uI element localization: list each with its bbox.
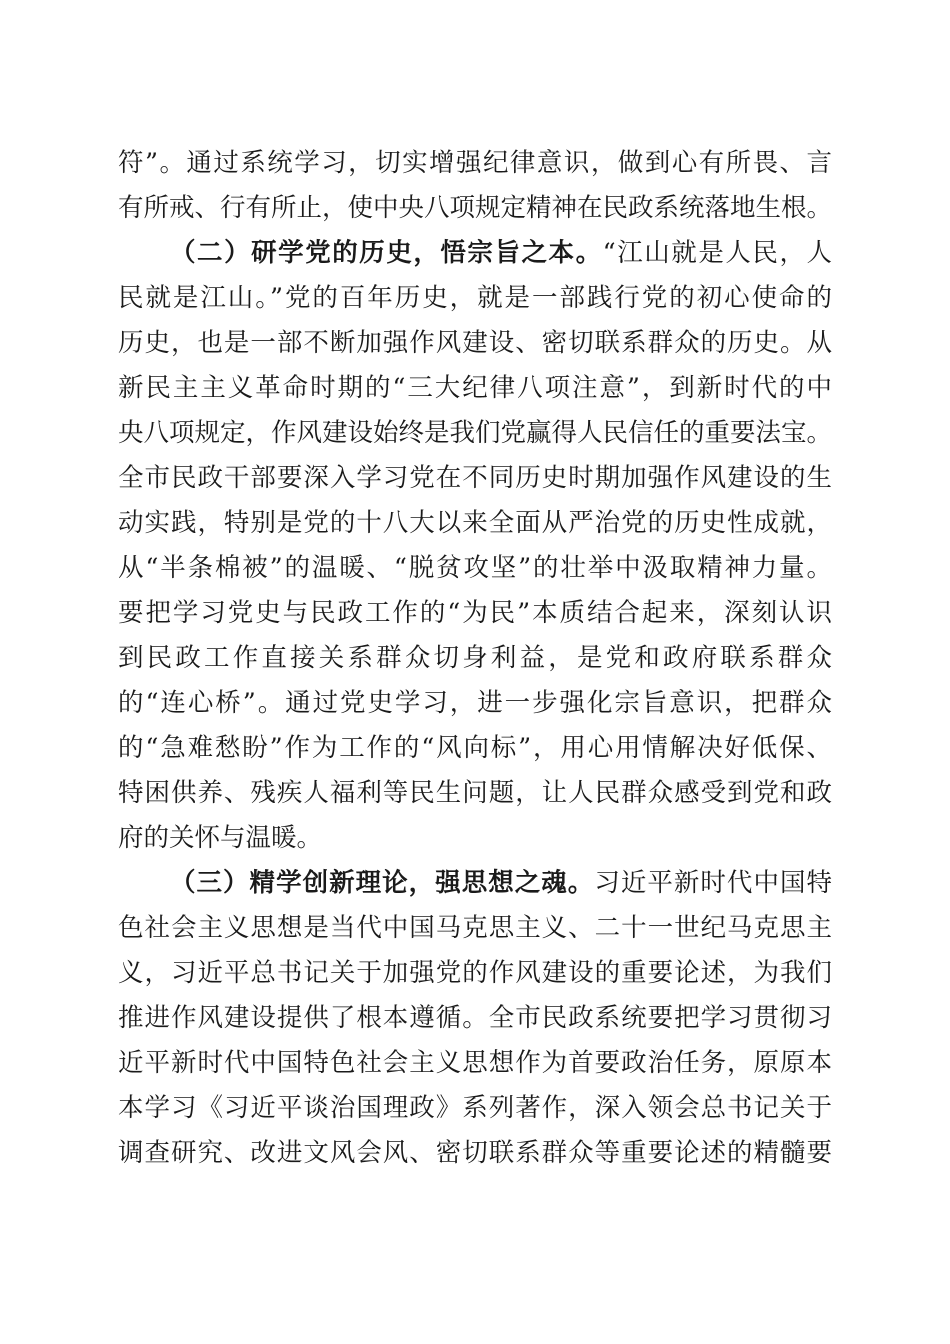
paragraph-line: 历史，也是一部不断加强作风建设、密切联系群众的历史。从 <box>118 328 832 358</box>
paragraph-line: 全市民政干部要深入学习党在不同历史时期加强作风建设的生 <box>118 463 832 493</box>
paragraph-line: 本学习《习近平谈治国理政》系列著作，深入领会总书记关于 <box>118 1093 832 1123</box>
paragraph-line: 府的关怀与温暖。 <box>118 823 323 853</box>
section-heading-3: （三）精学创新理论，强思想之魂。 <box>170 868 595 898</box>
paragraph-text: “江山就是人民，人 <box>602 238 832 268</box>
paragraph-line: 民就是江山。”党的百年历史，就是一部践行党的初心使命的 <box>118 283 832 313</box>
paragraph-text: 习近平新时代中国特 <box>594 868 832 898</box>
paragraph-line: 近平新时代中国特色社会主义思想作为首要政治任务，原原本 <box>118 1048 832 1078</box>
paragraph-line: 特困供养、残疾人福利等民生问题，让人民群众感受到党和政 <box>118 778 832 808</box>
paragraph-line: 调查研究、改进文风会风、密切联系群众等重要论述的精髓要 <box>118 1138 832 1168</box>
paragraph-line: 色社会主义思想是当代中国马克思主义、二十一世纪马克思主 <box>118 913 832 943</box>
paragraph-line: 到民政工作直接关系群众切身利益，是党和政府联系群众 <box>118 643 832 673</box>
paragraph-line: 央八项规定，作风建设始终是我们党赢得人民信任的重要法宝。 <box>118 418 833 448</box>
paragraph-line: 推进作风建设提供了根本遵循。全市民政系统要把学习贯彻习 <box>118 1003 832 1033</box>
paragraph-line: 义，习近平总书记关于加强党的作风建设的重要论述，为我们 <box>118 958 832 988</box>
section-heading-line <box>170 868 832 898</box>
paragraph-line: 从“半条棉被”的温暖、“脱贫攻坚”的壮举中汲取精神力量。 <box>118 553 832 583</box>
paragraph-line: 动实践，特别是党的十八大以来全面从严治党的历史性成就， <box>118 508 832 538</box>
paragraph-line: 的“急难愁盼”作为工作的“风向标”，用心用情解决好低保、 <box>118 733 832 763</box>
paragraph-line: 的“连心桥”。通过党史学习，进一步强化宗旨意识，把群众 <box>118 688 832 718</box>
paragraph-line: 有所戒、行有所止，使中央八项规定精神在民政系统落地生根。 <box>118 193 833 223</box>
section-heading-line <box>170 238 832 268</box>
paragraph-line: 新民主主义革命时期的“三大纪律八项注意”，到新时代的中 <box>118 373 832 403</box>
paragraph-line: 符”。通过系统学习，切实增强纪律意识，做到心有所畏、言 <box>118 148 832 178</box>
paragraph-line: 要把学习党史与民政工作的“为民”本质结合起来，深刻认识 <box>118 598 832 628</box>
section-heading-2: （二）研学党的历史，悟宗旨之本。 <box>170 238 603 268</box>
